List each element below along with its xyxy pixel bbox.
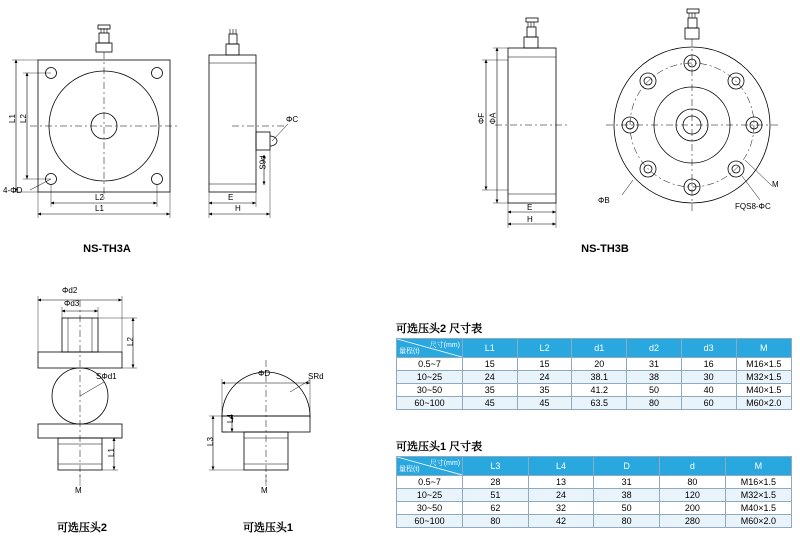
caption-ns-th3a: NS-TH3A xyxy=(83,243,131,255)
table2-range-2: 30~50 xyxy=(397,384,463,397)
table1-r0-c1: 13 xyxy=(528,476,594,489)
label-b-phi-F: ΦF xyxy=(477,112,487,125)
table1-range-0: 0.5~7 xyxy=(397,476,463,489)
table2-col-L1: L1 xyxy=(462,339,517,358)
table1-r0-c4: M16×1.5 xyxy=(725,476,791,489)
table1-range-2: 30~50 xyxy=(397,502,463,515)
table1-r1-c2: 38 xyxy=(594,489,660,502)
table1-col-d: d xyxy=(659,457,725,476)
dimension-table-head2 xyxy=(396,338,792,410)
table1-r0-c0: 28 xyxy=(463,476,529,489)
table1-r0-c2: 31 xyxy=(594,476,660,489)
label-a-H: H xyxy=(235,204,241,213)
table1-range-3: 60~100 xyxy=(397,515,463,528)
table2-r3-c0: 45 xyxy=(462,397,517,410)
label-b-E: E xyxy=(527,203,533,212)
table-row xyxy=(397,489,792,502)
caption-head2: 可选压头2 xyxy=(56,522,108,534)
table1-r1-c1: 24 xyxy=(528,489,594,502)
table2-r1-c0: 24 xyxy=(462,371,517,384)
label-h2-L2: L2 xyxy=(125,337,135,346)
label-b-H: H xyxy=(527,215,533,224)
label-b-phi-A: ΦA xyxy=(488,112,498,125)
table1-r1-c3: 120 xyxy=(659,489,725,502)
caption-ns-th3b: NS-TH3B xyxy=(581,243,629,255)
label-a-L1-vertical: L1 xyxy=(7,114,17,123)
table2-r0-c5: M16×1.5 xyxy=(736,358,791,371)
caption-head1: 可选压头1 xyxy=(242,522,294,534)
table-row xyxy=(397,476,792,489)
table1-corner-cell xyxy=(397,457,463,476)
table1-r3-c1: 42 xyxy=(528,515,594,528)
table1-title: 可选压头1 尺寸表 xyxy=(396,441,483,453)
table-header-row xyxy=(397,457,792,476)
label-h2-L1: L1 xyxy=(106,448,116,457)
table1-r2-c4: M40×1.5 xyxy=(725,502,791,515)
table2-r0-c1: 15 xyxy=(517,358,572,371)
label-a-E: E xyxy=(228,193,234,202)
table1-r2-c2: 50 xyxy=(594,502,660,515)
label-b-phi-B: ΦB xyxy=(598,196,610,205)
label-a-L1-horizontal: L1 xyxy=(95,204,104,213)
table1-r3-c4: M60×2.0 xyxy=(725,515,791,528)
table2-range-3: 60~100 xyxy=(397,397,463,410)
label-h1-SRd: SRd xyxy=(308,372,324,381)
label-h2-S-phi-d1: SΦd1 xyxy=(96,372,117,381)
table-row xyxy=(397,384,792,397)
table2-r1-c3: 38 xyxy=(627,371,682,384)
label-h1-L3: L3 xyxy=(205,437,215,446)
table1-r0-c3: 80 xyxy=(659,476,725,489)
table2-range-1: 10~25 xyxy=(397,371,463,384)
table2-r3-c4: 60 xyxy=(681,397,736,410)
dimension-table-head1 xyxy=(396,456,792,528)
table2-r0-c3: 31 xyxy=(627,358,682,371)
table2-r1-c2: 38.1 xyxy=(572,371,627,384)
table1-range-1: 10~25 xyxy=(397,489,463,502)
label-a-L2-horizontal: L2 xyxy=(95,193,104,202)
table2-r0-c2: 20 xyxy=(572,358,627,371)
label-a-L2-vertical: L2 xyxy=(18,114,28,123)
table2-title: 可选压头2 尺寸表 xyxy=(396,323,483,335)
table1-r3-c2: 80 xyxy=(594,515,660,528)
table1-r2-c1: 32 xyxy=(528,502,594,515)
table1-r3-c0: 80 xyxy=(463,515,529,528)
table2-r3-c3: 80 xyxy=(627,397,682,410)
table1-col-L4: L4 xyxy=(528,457,594,476)
label-b-FQS8: FQS8-ΦC xyxy=(735,202,771,211)
label-a-bolt-holes: 4-ΦD xyxy=(3,186,23,195)
table1-r1-c0: 51 xyxy=(463,489,529,502)
table-row xyxy=(397,371,792,384)
label-h2-phi-d2: Φd2 xyxy=(62,286,78,295)
table2-r1-c4: 30 xyxy=(681,371,736,384)
table1-col-D: D xyxy=(594,457,660,476)
label-h1-M: M xyxy=(261,486,268,495)
table1-r2-c0: 62 xyxy=(463,502,529,515)
table2-r3-c5: M60×2.0 xyxy=(736,397,791,410)
label-b-M: M xyxy=(772,180,779,189)
corner-col-label: 尺寸(mm) xyxy=(429,460,461,467)
label-a-S9d: S9d xyxy=(258,155,268,170)
table2-corner-cell xyxy=(397,339,463,358)
table2-r2-c3: 50 xyxy=(627,384,682,397)
table-row xyxy=(397,502,792,515)
table-row xyxy=(397,515,792,528)
table2-r1-c1: 24 xyxy=(517,371,572,384)
table2-r3-c1: 45 xyxy=(517,397,572,410)
table2-col-L2: L2 xyxy=(517,339,572,358)
table2-r3-c2: 63.5 xyxy=(572,397,627,410)
table-row xyxy=(397,358,792,371)
table-row xyxy=(397,397,792,410)
table2-r2-c0: 35 xyxy=(462,384,517,397)
table-header-row xyxy=(397,339,792,358)
table1-col-L3: L3 xyxy=(463,457,529,476)
label-h1-phi-D: ΦD xyxy=(258,369,271,378)
table2-r0-c4: 16 xyxy=(681,358,736,371)
table2-col-d2: d2 xyxy=(627,339,682,358)
table2-r1-c5: M32×1.5 xyxy=(736,371,791,384)
table2-r2-c2: 41.2 xyxy=(572,384,627,397)
label-h2-phi-d3: Φd3 xyxy=(64,299,80,308)
table2-range-0: 0.5~7 xyxy=(397,358,463,371)
label-h1-L4: L4 xyxy=(225,414,235,423)
table2-col-d1: d1 xyxy=(572,339,627,358)
table2-r2-c5: M40×1.5 xyxy=(736,384,791,397)
table1-r2-c3: 200 xyxy=(659,502,725,515)
table2-col-M: M xyxy=(736,339,791,358)
table1-r3-c3: 280 xyxy=(659,515,725,528)
table1-col-M: M xyxy=(725,457,791,476)
corner-row-label: 量程(t) xyxy=(399,466,420,473)
table2-r2-c1: 35 xyxy=(517,384,572,397)
table2-r0-c0: 15 xyxy=(462,358,517,371)
table2-col-d3: d3 xyxy=(681,339,736,358)
corner-row-label: 量程(t) xyxy=(399,348,420,355)
label-a-phi-C: ΦC xyxy=(286,115,299,124)
label-h2-M: M xyxy=(75,486,82,495)
corner-col-label: 尺寸(mm) xyxy=(429,342,460,349)
table2-r2-c4: 40 xyxy=(681,384,736,397)
table1-r1-c4: M32×1.5 xyxy=(725,489,791,502)
